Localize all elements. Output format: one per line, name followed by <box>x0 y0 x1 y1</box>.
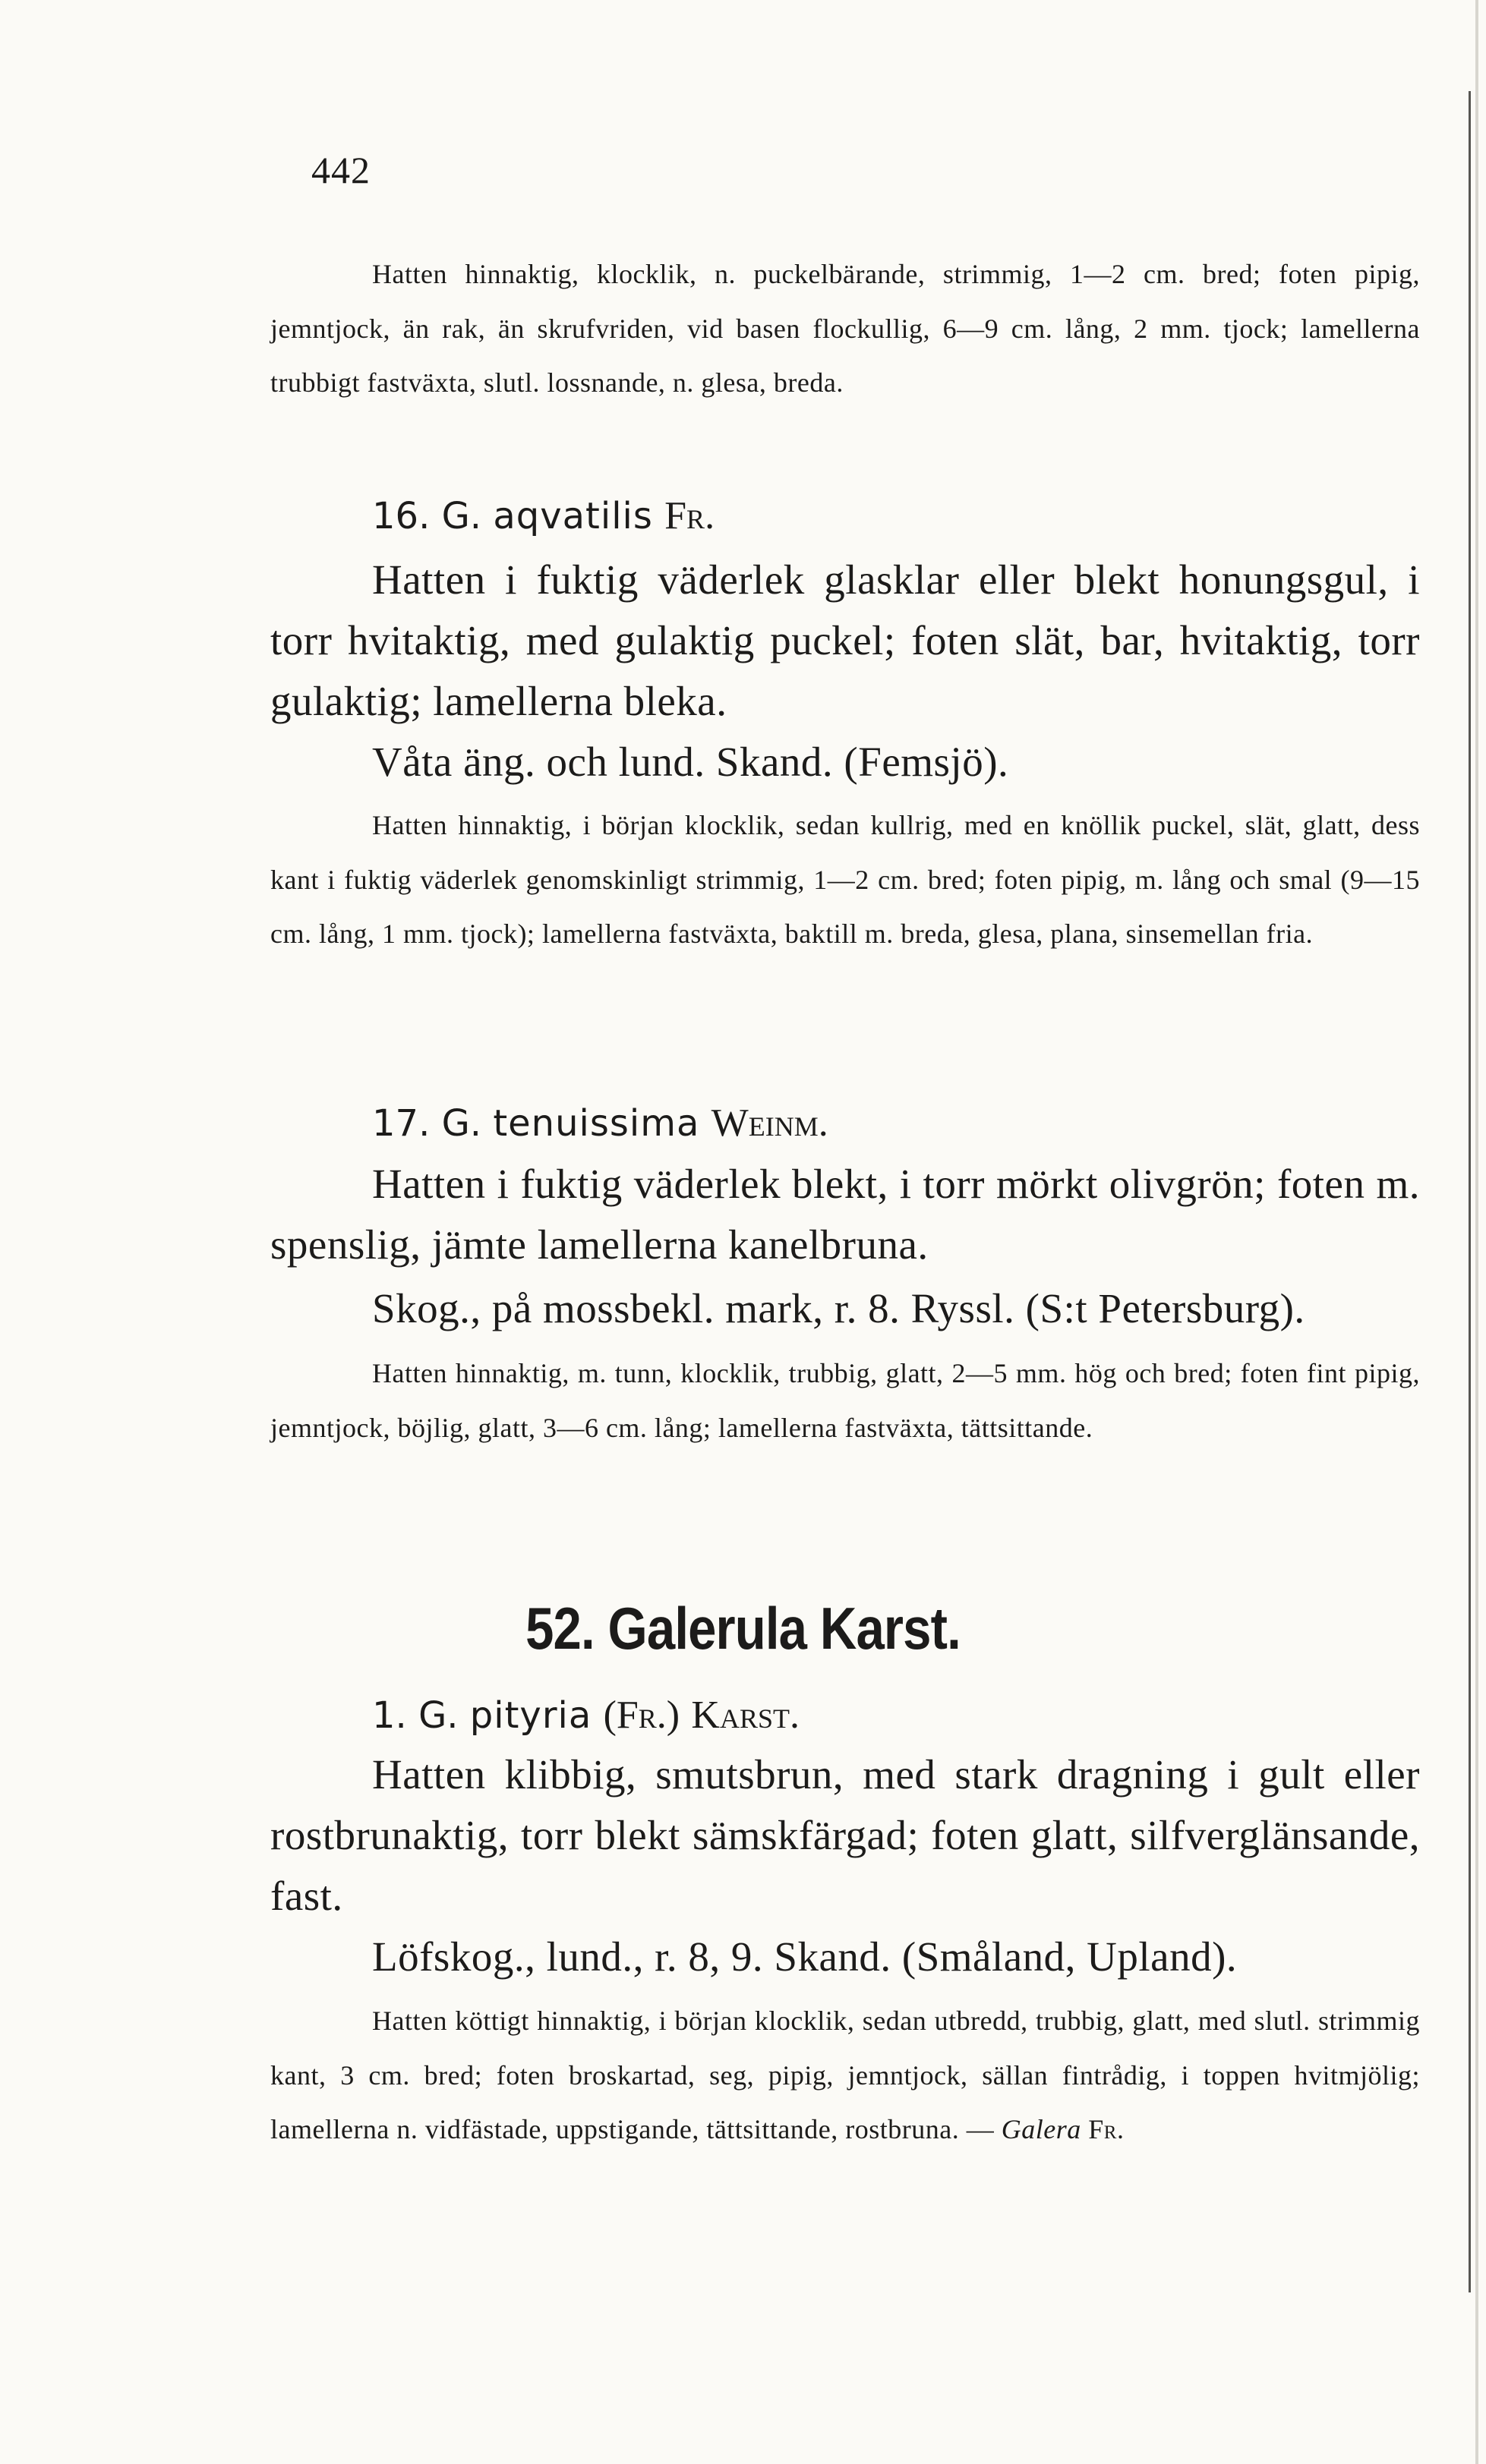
galerula-1-synonym-author: Fr. <box>1088 2114 1125 2144</box>
entry-17-heading <box>372 1093 1486 1154</box>
entry-17-epithet: tenuissima <box>493 1102 700 1145</box>
entry-16-genus-abbr: G. <box>441 495 482 537</box>
entry-17-detail-description: Hatten hinnaktig, m. tunn, klocklik, trubbig, glatt, 2—5 mm. hög och bred; foten fint pipig, jemntjock, böjlig, glatt, 3—6 cm. lång; lamellerna fastväxta, tättsittande. <box>270 1358 1420 1443</box>
entry-16-locality: Våta äng. och lund. Skand. (Femsjö). <box>372 739 1009 785</box>
galerula-1-author-paren: (Fr.) <box>603 1694 680 1737</box>
galerula-1-detail-description <box>270 1994 1420 2157</box>
page-binding-shadow <box>1469 91 1471 2292</box>
galerula-1-heading <box>372 1685 1486 1746</box>
galerula-1-detail-text: Hatten köttigt hinnaktig, i början klocklik, sedan utbredd, trubbig, glatt, med slutl. strimmig kant, 3 cm. bred; foten broskartad, seg, pipig, jemntjock, sällan fintrådig, i toppen hvitmjölig; lamellerna n. vidfästade, uppstigande, tättsittande, rostbruna. — <box>270 2006 1420 2144</box>
entry-16-detail-description: Hatten hinnaktig, i början klocklik, sedan kullrig, med en knöllik puckel, slät, glatt, dess kant i fuktig väderlek genomskinligt strimmig, 1—2 cm. bred; foten pipig, m. lång och smal (9—15 cm. lång, 1 mm. tjock); lamellerna fastväxta, baktill m. breda, glesa, plana, sinsemellan fria. <box>270 810 1420 949</box>
galerula-1-epithet: pityria <box>469 1694 592 1737</box>
entry-16-heading <box>372 486 1486 547</box>
entry-17-main-description: Hatten i fuktig väderlek blekt, i torr mörkt olivgrön; foten m. spenslig, jämte lamellerna kanelbruna. <box>270 1161 1420 1268</box>
entry-16-number: 16. <box>372 495 431 537</box>
entry-16-epithet: aqvatilis <box>493 495 653 537</box>
galerula-1-number: 1. <box>372 1694 407 1737</box>
page-edge <box>1475 0 1478 2464</box>
galerula-1-locality: Löfskog., lund., r. 8, 9. Skand. (Småland, Upland). <box>372 1933 1238 1980</box>
entry-17-genus-abbr: G. <box>441 1102 482 1145</box>
galerula-1-author: Karst. <box>691 1694 800 1737</box>
entry-16-author: Fr. <box>664 494 715 537</box>
galerula-1-main-description: Hatten klibbig, smutsbrun, med stark dragning i gult eller rostbrunaktig, torr blekt sämskfärgad; foten glatt, silfverglänsande, fast. <box>270 1751 1420 1919</box>
entry-17-number: 17. <box>372 1102 431 1145</box>
entry-16-main-description: Hatten i fuktig väderlek glasklar eller blekt honungsgul, i torr hvitaktig, med gulaktig puckel; foten slät, bar, hvitaktig, torr gulaktig; lamellerna bleka. <box>270 556 1420 724</box>
galerula-1-genus-abbr: G. <box>418 1694 459 1737</box>
entry-15-description: Hatten hinnaktig, klocklik, n. puckelbärande, strimmig, 1—2 cm. bred; foten pipig, jemntjock, än rak, än skrufvriden, vid basen flockullig, 6—9 cm. lång, 2 mm. tjock; lamellerna trubbigt fastväxta, slutl. lossnande, n. glesa, breda. <box>270 259 1420 398</box>
page-number: 442 <box>311 149 371 191</box>
genus-heading: 52. Galerula Karst. <box>525 1595 961 1662</box>
galerula-1-synonym-genus: Galera <box>1001 2114 1081 2144</box>
entry-17-locality: Skog., på mossbekl. mark, r. 8. Ryssl. (S:t Petersburg). <box>372 1285 1305 1331</box>
entry-17-author: Weinm. <box>711 1101 828 1145</box>
